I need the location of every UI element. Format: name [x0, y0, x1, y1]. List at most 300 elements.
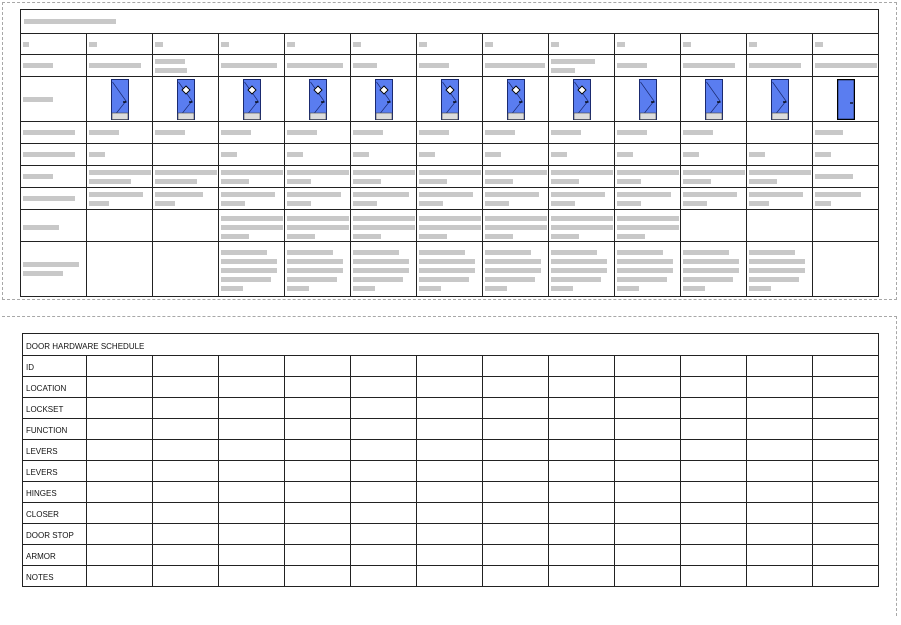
hardware-value-cell[interactable] — [351, 377, 417, 398]
hardware-row — [23, 482, 879, 503]
door-elevation-cell[interactable] — [615, 77, 681, 122]
hardware-value-cell[interactable] — [285, 461, 351, 482]
hardware-value-cell[interactable] — [615, 566, 681, 587]
hardware-row — [23, 461, 879, 482]
pivot-door-elevation-icon — [639, 79, 657, 120]
redacted-line — [617, 179, 641, 184]
redacted-line — [155, 42, 163, 47]
row-b — [21, 144, 879, 166]
redacted-text — [87, 168, 152, 186]
hardware-value-cell[interactable] — [285, 524, 351, 545]
hardware-row — [23, 503, 879, 524]
hardware-value-cell[interactable] — [219, 566, 285, 587]
hardware-value-cell[interactable] — [219, 440, 285, 461]
redacted-line — [221, 277, 271, 282]
redacted-line — [617, 192, 671, 197]
redacted-line — [221, 192, 275, 197]
hardware-value-cell[interactable] — [417, 356, 483, 377]
schedule-cell — [219, 122, 285, 144]
redacted-line — [617, 152, 633, 157]
hardware-value-cell[interactable] — [747, 566, 813, 587]
hardware-value-cell[interactable] — [483, 482, 549, 503]
schedule-cell — [351, 188, 417, 210]
hardware-value-cell[interactable] — [681, 461, 747, 482]
redacted-text — [615, 40, 680, 49]
hardware-value-cell[interactable] — [615, 419, 681, 440]
door-elevation-cell[interactable] — [87, 77, 153, 122]
hardware-value-cell[interactable] — [87, 440, 153, 461]
hardware-value-cell[interactable] — [615, 524, 681, 545]
schedule-cell — [87, 210, 153, 242]
hardware-value-cell[interactable] — [417, 419, 483, 440]
schedule-cell — [417, 166, 483, 188]
hardware-row-label: LEVERS — [26, 468, 58, 477]
location-cell — [681, 55, 747, 77]
hardware-value-cell[interactable] — [549, 377, 615, 398]
hardware-value-cell[interactable] — [747, 398, 813, 419]
schedule-cell — [153, 166, 219, 188]
redacted-line — [23, 97, 53, 102]
redacted-line — [749, 259, 805, 264]
door-elevation-cell[interactable] — [747, 77, 813, 122]
hardware-value-cell[interactable] — [351, 356, 417, 377]
redacted-line — [353, 63, 377, 68]
hardware-value-cell[interactable] — [87, 482, 153, 503]
redacted-line — [221, 179, 249, 184]
hardware-value-cell[interactable] — [417, 377, 483, 398]
redacted-text — [285, 150, 350, 159]
redacted-line — [617, 170, 679, 175]
hardware-value-cell[interactable] — [747, 356, 813, 377]
redacted-line — [23, 63, 53, 68]
hardware-value-cell[interactable] — [681, 377, 747, 398]
redacted-text — [813, 61, 878, 70]
hardware-value-cell[interactable] — [417, 524, 483, 545]
door-elevation-cell[interactable] — [549, 77, 615, 122]
hardware-value-cell[interactable] — [87, 566, 153, 587]
redacted-line — [485, 130, 515, 135]
redacted-line — [221, 286, 243, 291]
hardware-value-cell[interactable] — [813, 461, 879, 482]
redacted-line — [89, 201, 109, 206]
hardware-value-cell[interactable] — [219, 482, 285, 503]
redacted-line — [419, 268, 475, 273]
hardware-value-cell[interactable] — [747, 461, 813, 482]
redacted-text — [681, 150, 746, 159]
redacted-line — [287, 42, 295, 47]
door-elevation-cell[interactable] — [681, 77, 747, 122]
redacted-line — [617, 268, 673, 273]
schedule-cell — [219, 210, 285, 242]
row-label-cell — [21, 55, 87, 77]
hardware-value-cell[interactable] — [153, 356, 219, 377]
hardware-value-cell[interactable] — [813, 398, 879, 419]
schedule-cell — [219, 242, 285, 297]
redacted-line — [617, 130, 647, 135]
hardware-value-cell[interactable] — [87, 503, 153, 524]
redacted-line — [485, 277, 535, 282]
hardware-value-cell[interactable] — [153, 398, 219, 419]
hardware-value-cell[interactable] — [681, 440, 747, 461]
hardware-row-label: ID — [26, 363, 34, 372]
hardware-value-cell[interactable] — [285, 419, 351, 440]
hardware-value-cell[interactable] — [87, 419, 153, 440]
hardware-value-cell[interactable] — [483, 545, 549, 566]
door-elevation-cell[interactable] — [483, 77, 549, 122]
schedule-cell — [219, 166, 285, 188]
schedule-cell — [285, 242, 351, 297]
redacted-line — [287, 179, 311, 184]
hardware-value-cell[interactable] — [153, 377, 219, 398]
hardware-value-cell[interactable] — [747, 377, 813, 398]
schedule-cell — [219, 144, 285, 166]
hardware-value-cell[interactable] — [681, 566, 747, 587]
hardware-value-cell[interactable] — [351, 566, 417, 587]
redacted-line — [485, 250, 531, 255]
hardware-value-cell[interactable] — [483, 377, 549, 398]
hardware-value-cell[interactable] — [351, 503, 417, 524]
hardware-value-cell[interactable] — [813, 482, 879, 503]
redacted-text — [285, 61, 350, 70]
hardware-value-cell[interactable] — [87, 377, 153, 398]
location-cell — [483, 55, 549, 77]
redacted-line — [683, 63, 735, 68]
hardware-value-cell[interactable] — [285, 566, 351, 587]
schedule-cell — [21, 144, 87, 166]
redacted-text — [219, 211, 284, 241]
hardware-value-cell[interactable] — [549, 461, 615, 482]
hardware-value-cell[interactable] — [813, 419, 879, 440]
hardware-value-cell[interactable] — [681, 545, 747, 566]
hardware-value-cell[interactable] — [549, 524, 615, 545]
hardware-value-cell[interactable] — [813, 356, 879, 377]
hardware-value-cell[interactable] — [219, 398, 285, 419]
hardware-row-label: HINGES — [26, 489, 57, 498]
redacted-title — [24, 19, 116, 24]
location-cell — [87, 55, 153, 77]
schedule-cell — [549, 188, 615, 210]
hardware-value-cell[interactable] — [351, 545, 417, 566]
redacted-text — [813, 128, 878, 137]
hardware-row — [23, 377, 879, 398]
hardware-row-label: LOCKSET — [26, 405, 64, 414]
redacted-text — [417, 245, 482, 293]
hardware-value-cell[interactable] — [153, 545, 219, 566]
redacted-text — [681, 190, 746, 208]
hardware-value-cell[interactable] — [285, 356, 351, 377]
hardware-row-label-cell — [23, 566, 87, 587]
hardware-value-cell[interactable] — [417, 398, 483, 419]
hardware-value-cell[interactable] — [219, 524, 285, 545]
hardware-value-cell[interactable] — [813, 377, 879, 398]
hardware-row-label: LOCATION — [26, 384, 67, 393]
row-location — [21, 55, 879, 77]
hardware-value-cell[interactable] — [285, 398, 351, 419]
hardware-value-cell[interactable] — [351, 461, 417, 482]
redacted-line — [551, 192, 605, 197]
schedule-cell — [87, 166, 153, 188]
redacted-line — [551, 286, 573, 291]
door-elevation-cell[interactable] — [813, 77, 879, 122]
hardware-value-cell[interactable] — [615, 440, 681, 461]
redacted-line — [749, 192, 803, 197]
redacted-line — [419, 250, 465, 255]
redacted-line — [353, 277, 403, 282]
redacted-line — [89, 179, 131, 184]
hardware-value-cell[interactable] — [681, 524, 747, 545]
redacted-text — [615, 211, 680, 241]
hardware-value-cell[interactable] — [483, 419, 549, 440]
hardware-value-cell[interactable] — [417, 461, 483, 482]
redacted-text — [681, 61, 746, 70]
hardware-value-cell[interactable] — [549, 482, 615, 503]
redacted-line — [683, 192, 737, 197]
hardware-value-cell[interactable] — [483, 356, 549, 377]
hardware-value-cell[interactable] — [549, 503, 615, 524]
redacted-line — [419, 170, 481, 175]
hardware-value-cell[interactable] — [747, 482, 813, 503]
hardware-value-cell[interactable] — [417, 440, 483, 461]
hardware-value-cell[interactable] — [747, 419, 813, 440]
hardware-value-cell[interactable] — [219, 377, 285, 398]
redacted-line — [617, 250, 663, 255]
schedule-cell — [549, 242, 615, 297]
hardware-value-cell[interactable] — [747, 503, 813, 524]
redacted-line — [683, 42, 691, 47]
redacted-line — [485, 201, 509, 206]
redacted-text — [549, 128, 614, 137]
redacted-line — [485, 259, 541, 264]
hardware-value-cell[interactable] — [549, 440, 615, 461]
hardware-row — [23, 419, 879, 440]
hardware-value-cell[interactable] — [417, 503, 483, 524]
hardware-value-cell[interactable] — [351, 524, 417, 545]
redacted-line — [419, 63, 449, 68]
door-elevation-cell[interactable] — [417, 77, 483, 122]
hardware-value-cell[interactable] — [417, 566, 483, 587]
hardware-value-cell[interactable] — [285, 545, 351, 566]
redacted-text — [813, 150, 878, 159]
redacted-text — [747, 190, 812, 208]
hardware-value-cell[interactable] — [483, 503, 549, 524]
schedule-cell — [813, 166, 879, 188]
redacted-text — [351, 190, 416, 208]
redacted-line — [749, 268, 805, 273]
hardware-value-cell[interactable] — [483, 440, 549, 461]
redacted-text — [21, 128, 86, 137]
hardware-value-cell[interactable] — [153, 524, 219, 545]
schedule-cell — [153, 242, 219, 297]
redacted-line — [749, 277, 799, 282]
hardware-value-cell[interactable] — [615, 377, 681, 398]
redacted-line — [485, 152, 501, 157]
redacted-line — [221, 152, 237, 157]
hardware-value-cell[interactable] — [813, 545, 879, 566]
hardware-value-cell[interactable] — [219, 419, 285, 440]
redacted-line — [287, 234, 315, 239]
hardware-value-cell[interactable] — [153, 566, 219, 587]
redacted-line — [89, 130, 119, 135]
redacted-line — [221, 216, 283, 221]
hardware-value-cell[interactable] — [219, 503, 285, 524]
hardware-value-cell[interactable] — [87, 524, 153, 545]
hardware-row — [23, 356, 879, 377]
schedule-cell — [87, 122, 153, 144]
hardware-value-cell[interactable] — [351, 440, 417, 461]
door-elevation-cell[interactable] — [219, 77, 285, 122]
row-d — [21, 188, 879, 210]
hardware-value-cell[interactable] — [747, 545, 813, 566]
redacted-line — [683, 201, 707, 206]
redacted-text — [483, 245, 548, 293]
hardware-value-cell[interactable] — [219, 461, 285, 482]
hardware-value-cell[interactable] — [549, 545, 615, 566]
hardware-value-cell[interactable] — [351, 482, 417, 503]
hardware-row-label: FUNCTION — [26, 426, 68, 435]
hardware-value-cell[interactable] — [615, 482, 681, 503]
hardware-value-cell[interactable] — [285, 440, 351, 461]
hardware-value-cell[interactable] — [417, 545, 483, 566]
schedule-cell — [153, 122, 219, 144]
redacted-line — [155, 170, 217, 175]
hardware-value-cell[interactable] — [681, 503, 747, 524]
schedule-cell — [747, 210, 813, 242]
pivot-door-elevation-icon — [705, 79, 723, 120]
redacted-text — [219, 61, 284, 70]
hardware-value-cell[interactable] — [615, 356, 681, 377]
redacted-text — [615, 190, 680, 208]
redacted-line — [23, 152, 75, 157]
hardware-row-label: DOOR STOP — [26, 531, 74, 540]
door-elevation-cell[interactable] — [285, 77, 351, 122]
redacted-line — [419, 179, 447, 184]
redacted-text — [285, 128, 350, 137]
hardware-value-cell[interactable] — [351, 398, 417, 419]
hardware-value-cell[interactable] — [813, 566, 879, 587]
redacted-text — [21, 40, 86, 49]
hardware-value-cell[interactable] — [153, 440, 219, 461]
schedule-cell — [747, 144, 813, 166]
hardware-value-cell[interactable] — [549, 419, 615, 440]
hardware-value-cell[interactable] — [747, 440, 813, 461]
hardware-value-cell[interactable] — [87, 356, 153, 377]
hardware-value-cell[interactable] — [813, 440, 879, 461]
location-cell — [285, 55, 351, 77]
hardware-value-cell[interactable] — [87, 398, 153, 419]
redacted-line — [419, 192, 473, 197]
hardware-value-cell[interactable] — [153, 482, 219, 503]
hardware-value-cell[interactable] — [87, 461, 153, 482]
hardware-value-cell[interactable] — [681, 482, 747, 503]
hardware-value-cell[interactable] — [153, 419, 219, 440]
redacted-line — [485, 192, 539, 197]
redacted-line — [551, 268, 607, 273]
redacted-line — [683, 277, 733, 282]
hardware-value-cell[interactable] — [219, 545, 285, 566]
hardware-value-cell[interactable] — [615, 545, 681, 566]
hardware-value-cell[interactable] — [681, 419, 747, 440]
schedule-cell — [87, 242, 153, 297]
schedule-cell — [21, 242, 87, 297]
hardware-value-cell[interactable] — [285, 503, 351, 524]
redacted-line — [551, 130, 581, 135]
schedule-cell — [549, 144, 615, 166]
schedule-cell — [351, 242, 417, 297]
schedule-cell — [87, 144, 153, 166]
hardware-value-cell[interactable] — [549, 566, 615, 587]
redacted-line — [23, 196, 75, 201]
redacted-text — [747, 245, 812, 293]
schedule-cell — [153, 144, 219, 166]
hardware-value-cell[interactable] — [285, 377, 351, 398]
hardware-value-cell[interactable] — [549, 356, 615, 377]
hardware-value-cell[interactable] — [285, 482, 351, 503]
hardware-value-cell[interactable] — [483, 524, 549, 545]
redacted-line — [23, 225, 59, 230]
schedule-cell — [417, 122, 483, 144]
hardware-value-cell[interactable] — [615, 461, 681, 482]
hardware-value-cell[interactable] — [681, 356, 747, 377]
hardware-value-cell[interactable] — [813, 503, 879, 524]
hardware-value-cell[interactable] — [681, 398, 747, 419]
redacted-line — [221, 63, 277, 68]
hardware-value-cell[interactable] — [615, 398, 681, 419]
redacted-line — [353, 259, 409, 264]
hardware-value-cell[interactable] — [615, 503, 681, 524]
redacted-line — [815, 42, 823, 47]
redacted-text — [615, 128, 680, 137]
redacted-text — [351, 150, 416, 159]
redacted-line — [551, 152, 567, 157]
redacted-line — [353, 234, 381, 239]
redacted-text — [483, 190, 548, 208]
schedule-cell — [615, 188, 681, 210]
redacted-line — [221, 234, 249, 239]
redacted-line — [815, 152, 831, 157]
redacted-line — [617, 277, 667, 282]
hardware-value-cell[interactable] — [219, 356, 285, 377]
hardware-value-cell[interactable] — [87, 545, 153, 566]
hardware-value-cell[interactable] — [747, 524, 813, 545]
location-cell — [615, 55, 681, 77]
hardware-value-cell[interactable] — [153, 503, 219, 524]
hardware-row — [23, 398, 879, 419]
hardware-value-cell[interactable] — [549, 398, 615, 419]
schedule-cell — [417, 188, 483, 210]
redacted-line — [617, 63, 647, 68]
redacted-line — [815, 63, 877, 68]
door-elevation-cell[interactable] — [351, 77, 417, 122]
redacted-line — [221, 201, 245, 206]
hardware-value-cell[interactable] — [483, 461, 549, 482]
hardware-row-label: LEVERS — [26, 447, 58, 456]
hardware-value-cell[interactable] — [483, 566, 549, 587]
door-elevation-cell[interactable] — [153, 77, 219, 122]
schedule-cell — [21, 210, 87, 242]
hardware-value-cell[interactable] — [483, 398, 549, 419]
glazed-door-elevation-icon — [441, 79, 459, 120]
redacted-line — [683, 130, 713, 135]
redacted-line — [551, 201, 575, 206]
redacted-line — [485, 268, 541, 273]
hardware-value-cell[interactable] — [813, 524, 879, 545]
redacted-line — [683, 170, 745, 175]
hardware-value-cell[interactable] — [417, 482, 483, 503]
hardware-value-cell[interactable] — [153, 461, 219, 482]
schedule-cell — [681, 188, 747, 210]
hardware-value-cell[interactable] — [351, 419, 417, 440]
redacted-text — [219, 128, 284, 137]
